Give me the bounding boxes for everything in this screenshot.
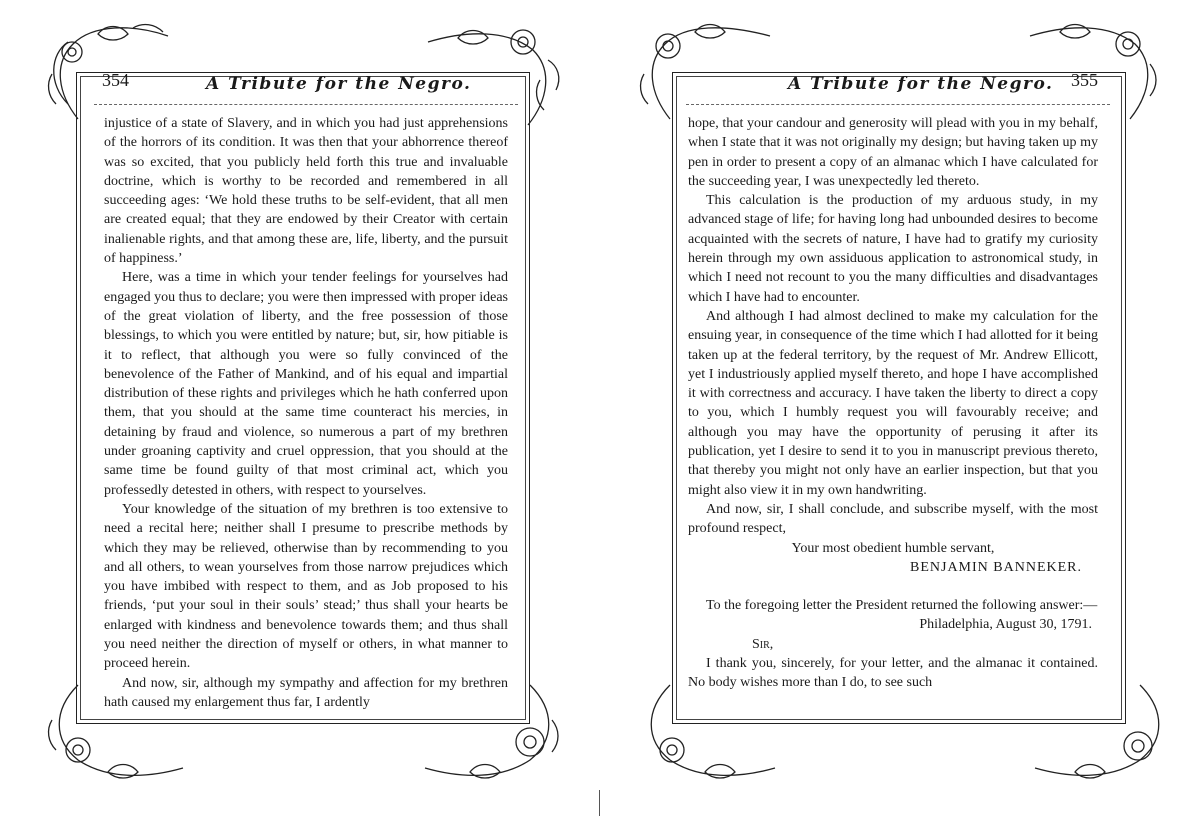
book-gutter xyxy=(599,790,600,816)
body-text-right xyxy=(688,114,1098,693)
paragraph: Your knowledge of the situation of my brethren is too extensive to need a recital here; neither shall I presume to prescribe methods by which they may be relieved, otherwise than by recommending to you and all others, to wean yourselves from those narrow prejudices which you have imbibed with respect to them, and as Job proposed to his friends, ‘put your soul in their souls’ stead;’ thus shall your hearts be enlarged with kindness and benevolence towards them; and thus shall you need neither the direction of myself or others, in what manner to proceed herein. xyxy=(104,501,508,672)
page-number: 355 xyxy=(1071,70,1098,90)
page-number: 354 xyxy=(102,70,129,90)
signature: BENJAMIN BANNEKER. xyxy=(910,559,1082,575)
reply-intro: To the foregoing letter the President returned the following answer:— xyxy=(706,598,1098,614)
paragraph: hope, that your candour and generosity will plead with you in my behalf, when I state that it was not originally my design; but having taken up my pen in order to present a copy of an almanac which I have calculated for the succeeding year, I was unexpectedly led thereto. xyxy=(688,116,1098,189)
paragraph: I thank you, sincerely, for your letter, and the almanac it contained. No body wishes more than I do, to see such xyxy=(688,656,1098,691)
letter-closing: Your most obedient humble servant, xyxy=(791,540,995,556)
header-rule-right xyxy=(686,104,1110,105)
running-title: A Tribute for the Negro. xyxy=(206,74,472,94)
paragraph: And now, sir, I shall conclude, and subscribe myself, with the most profound respect, xyxy=(688,501,1098,537)
salutation: Sir, xyxy=(752,636,774,652)
page-header-right xyxy=(688,70,1102,100)
paragraph: And although I had almost declined to make my calculation for the ensuing year, in consequence of the time which I had allotted for it being taken up at the federal territory, by the request of Mr. Andrew Ellicott, yet I industriously applied myself thereto, and hope I have accomplished it with correctness and accuracy. I have taken the liberty to direct a copy to you, which I humbly request you will favourably receive; and although you may have the opportunity of perusing it after its publication, yet I desire to send it to you in manuscript previous thereto, that thereby you might not only have an earlier inspection, but that you might also view it in my own handwriting. xyxy=(688,308,1098,498)
dateline: Philadelphia, August 30, 1791. xyxy=(919,617,1092,633)
paragraph: This calculation is the production of my arduous study, in my advanced stage of life; for having long had unbounded desires to become acquainted with the secrets of nature, I have had to gratify my curiosity herein through my own assiduous application to astronomical study, in which I need not recount to you the many difficulties and disadvantages which I have had to encounter. xyxy=(688,193,1098,305)
paragraph: And now, sir, although my sympathy and affection for my brethren hath caused my enlargement thus far, I ardently xyxy=(104,675,508,710)
paragraph: Here, was a time in which your tender feelings for yourselves had engaged you thus to declare; you were then impressed with proper ideas of the great violation of liberty, and the free possession of those blessings, to which you were entitled by nature; but, sir, how pitiable is it to reflect, that although you were so fully convinced of the benevolence of the Father of Mankind, and of his equal and impartial distribution of these rights and privileges which he hath conferred upon them, that you should at the same time counteract his mercies, in detaining by fraud and violence, so numerous a part of my brethren under groaning captivity and cruel oppression, that you should at the same time be found guilty of that most criminal act, which you professedly detested in others, with respect to yourselves. xyxy=(104,270,508,498)
paragraph: injustice of a state of Slavery, and in which you had just apprehensions of the horrors of its condition. It was then that your abhorrence thereof was so excited, that you publicly held forth this true and invaluable doctrine, which is worthy to be recorded and remembered in all succeeding ages: ‘We hold these truths to be self-evident, that all men are created equal; that they are endowed by their Creator with certain inalienable rights, and that among these are, life, liberty, and the pursuit of happiness.’ xyxy=(104,116,508,267)
running-title: A Tribute for the Negro. xyxy=(788,74,1054,94)
